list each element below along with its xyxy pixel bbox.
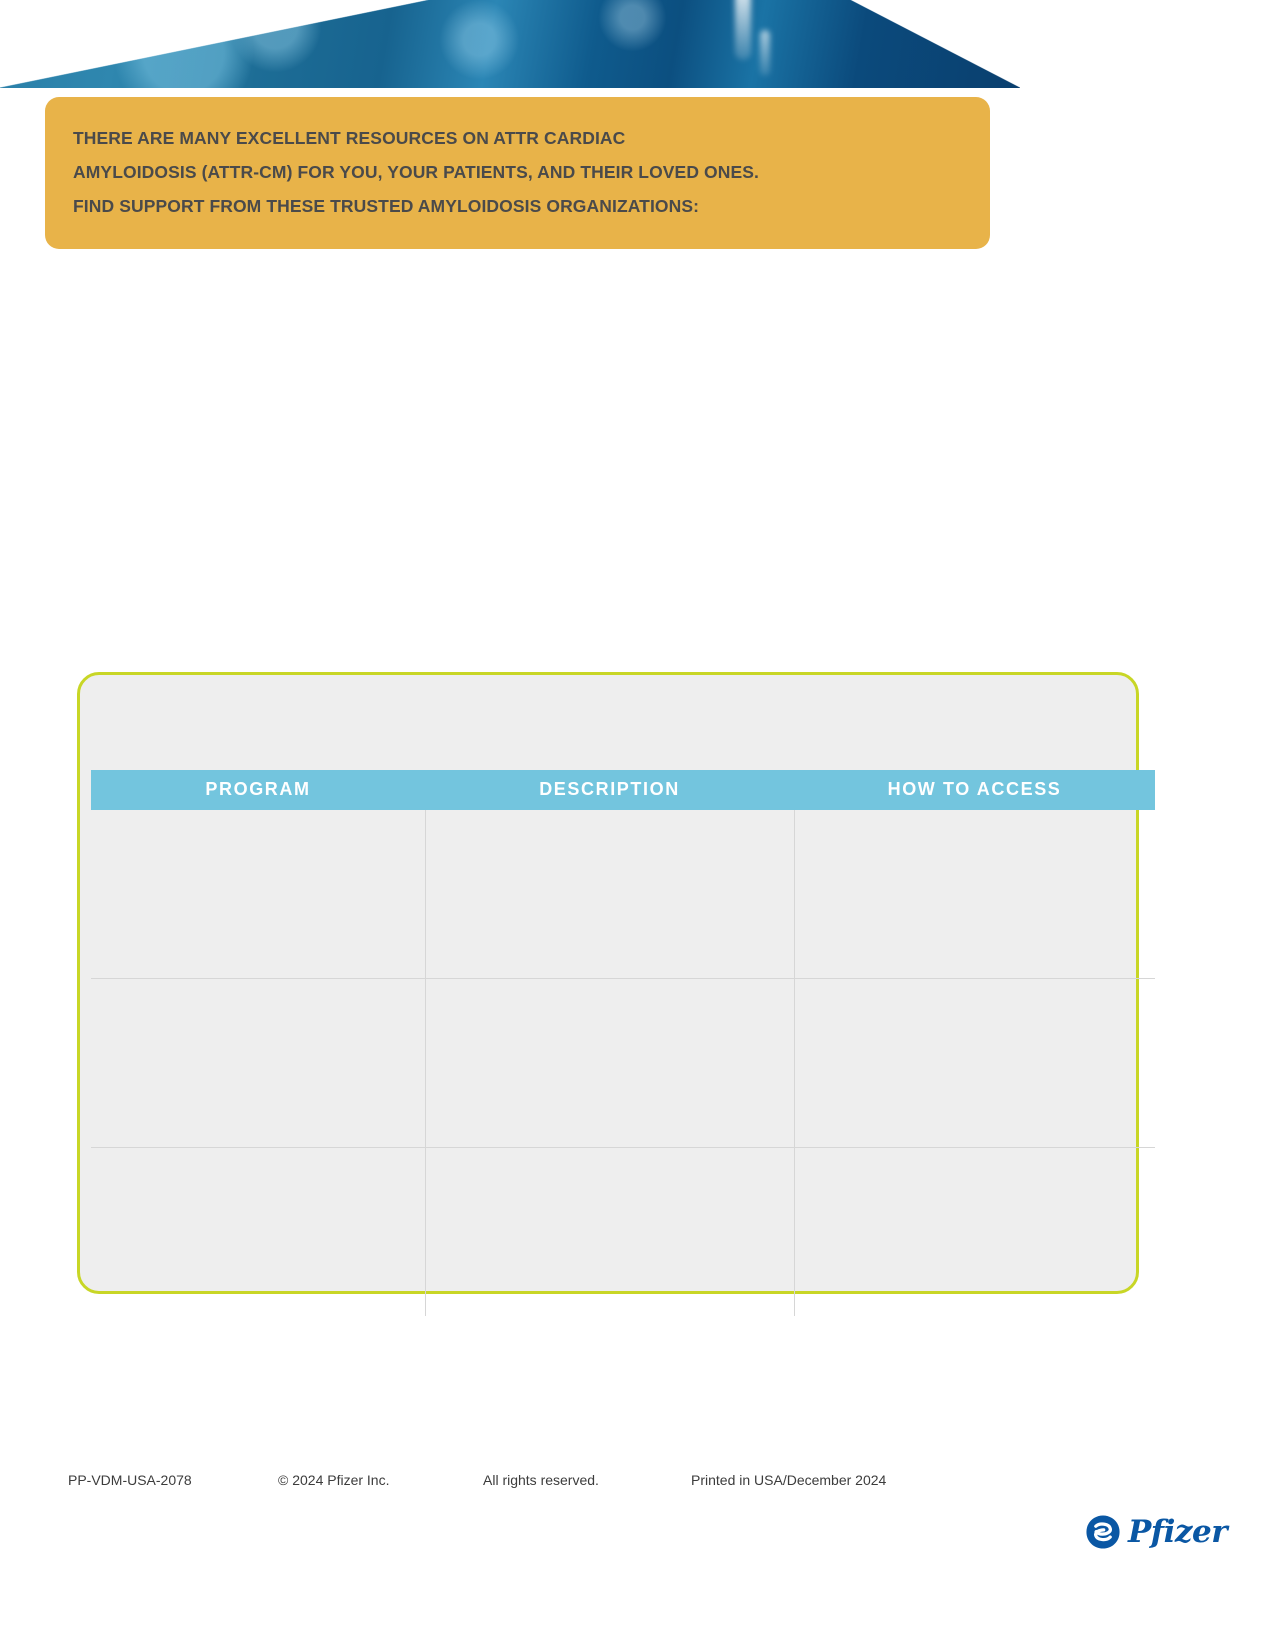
cell-how-to-access <box>794 979 1155 1148</box>
cell-program <box>91 1148 425 1317</box>
cell-how-to-access <box>794 1148 1155 1317</box>
pfizer-mark-icon <box>1085 1514 1121 1550</box>
cell-how-to-access <box>794 810 1155 979</box>
pfizer-wordmark: Pfizer <box>1128 1513 1228 1550</box>
table-header-row <box>91 770 1155 810</box>
header-banner-image <box>0 0 1020 88</box>
resource-table-wrapper <box>91 770 1119 1316</box>
callout-line-2: AMYLOIDOSIS (ATTR-CM) FOR YOU, YOUR PATIENTS, AND THEIR LOVED ONES. <box>73 162 759 182</box>
banner-light-streak-secondary <box>760 30 770 76</box>
callout-line-3: FIND SUPPORT FROM THESE TRUSTED AMYLOIDOSIS ORGANIZATIONS: <box>73 196 700 216</box>
column-header-program: PROGRAM <box>91 770 425 810</box>
resource-table-body <box>91 810 1155 1316</box>
resource-table <box>91 770 1155 1316</box>
column-header-description: DESCRIPTION <box>425 770 794 810</box>
cell-program <box>91 979 425 1148</box>
table-row <box>91 1148 1155 1317</box>
pfizer-logo <box>1085 1510 1228 1554</box>
callout-line-1: THERE ARE MANY EXCELLENT RESOURCES ON ATTR CARDIAC <box>73 128 626 148</box>
table-row <box>91 979 1155 1148</box>
intro-callout-box <box>45 97 990 249</box>
cell-description <box>425 979 794 1148</box>
cell-program <box>91 810 425 979</box>
banner-left-wedge <box>0 0 430 88</box>
table-row <box>91 810 1155 979</box>
footer-row <box>68 1472 1068 1488</box>
footer-printed: Printed in USA/December 2024 <box>691 1472 887 1488</box>
resource-table-card <box>77 672 1139 1294</box>
page-footer <box>68 1472 1068 1488</box>
footer-job-code: PP-VDM-USA-2078 <box>68 1472 192 1488</box>
column-header-how-to-access: HOW TO ACCESS <box>794 770 1155 810</box>
footer-copyright: © 2024 Pfizer Inc. <box>278 1472 390 1488</box>
banner-right-wedge <box>850 0 1020 88</box>
banner-light-streak <box>735 0 751 60</box>
cell-description <box>425 1148 794 1317</box>
resource-table-head <box>91 770 1155 810</box>
cell-description <box>425 810 794 979</box>
footer-rights: All rights reserved. <box>483 1472 599 1488</box>
